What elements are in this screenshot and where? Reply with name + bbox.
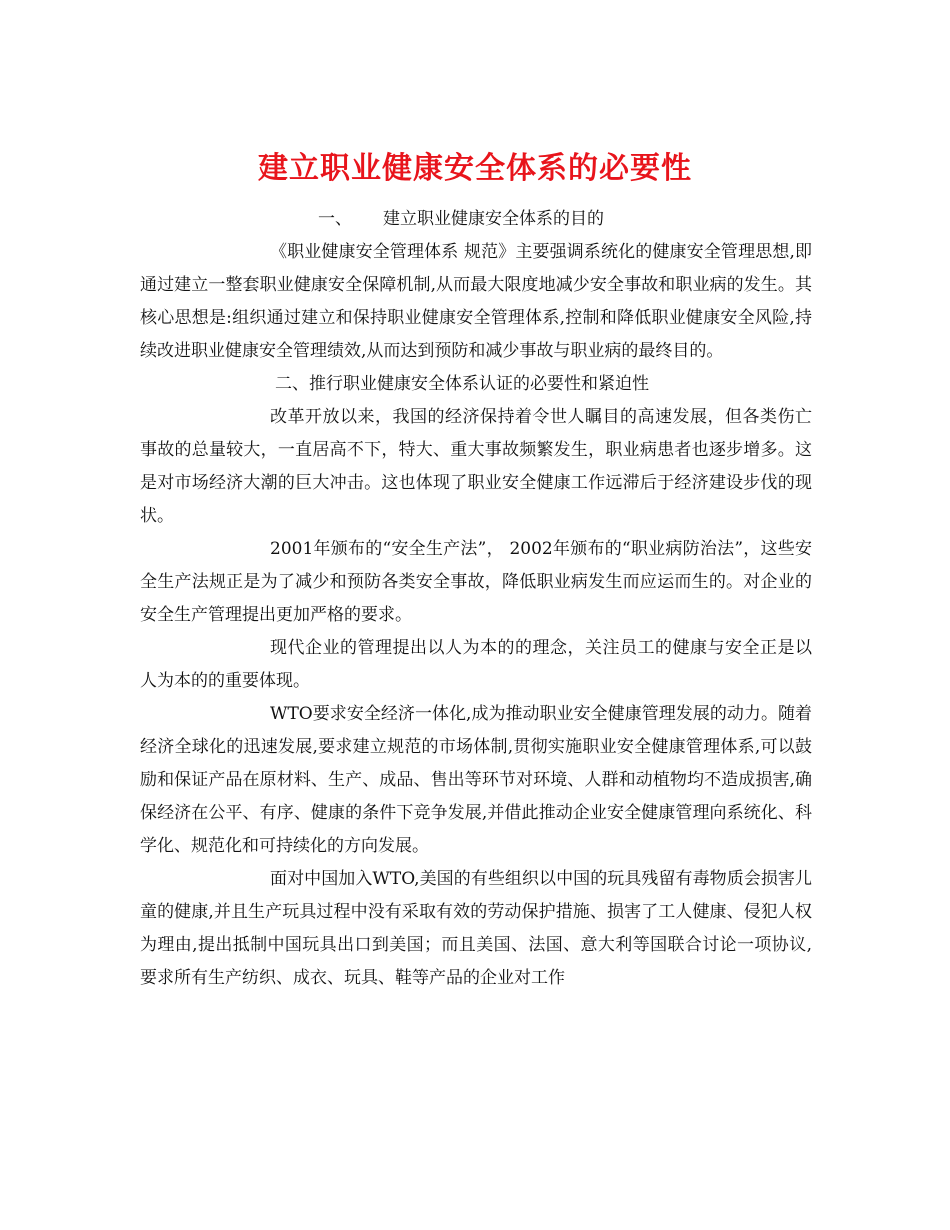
section-2-paragraph-3: 现代企业的管理提出以人为本的的理念，关注员工的健康与安全正是以人为本的的重要体现。 <box>140 638 812 691</box>
section-2-paragraph-2: 2001年颁布的“安全生产法”， 2002年颁布的“职业病防治法”，这些安全生产法规正是为了减少和预防各类安全事故，降低职业病发生而应运而生的。对企业的安全生产管理提出更加严格的要求。 <box>140 539 812 625</box>
section-1-heading <box>140 203 812 236</box>
section-2-paragraph-4: WTO要求安全经济一体化,成为推动职业安全健康管理发展的动力。随着经济全球化的迅速发展,要求建立规范的市场体制,贯彻实施职业安全健康管理体系,可以鼓励和保证产品在原材料、生产、成品、售出等环节对环境、人群和动植物均不造成损害,确保经济在公平、有序、健康的条件下竞争发展,并借此推动企业安全健康管理向系统化、科学化、规范化和可持续化的方向发展。 <box>140 704 812 856</box>
document-body <box>140 203 812 995</box>
section-2-heading: 二、推行职业健康安全体系认证的必要性和紧迫性 <box>275 374 649 394</box>
section-1-number: 一、 <box>318 209 352 229</box>
section-1-paragraph: 《职业健康安全管理体系 规范》主要强调系统化的健康安全管理思想,即通过建立一整套职业健康安全保障机制,从而最大限度地减少安全事故和职业病的发生。其核心思想是:组织通过建立和保持职业健康安全管理体系,控制和降低职业健康安全风险,持续改进职业健康安全管理绩效,从而达到预防和减少事故与职业病的最终目的。 <box>140 242 812 361</box>
section-2-paragraph-1: 改革开放以来，我国的经济保持着令世人瞩目的高速发展，但各类伤亡事故的总量较大，一直居高不下，特大、重大事故频繁发生，职业病患者也逐步增多。这是对市场经济大潮的巨大冲击。这也体现了职业安全健康工作远滞后于经济建设步伐的现状。 <box>140 407 812 526</box>
document-title: 建立职业健康安全体系的必要性 <box>258 151 692 187</box>
section-2-paragraph-5: 面对中国加入WTO,美国的有些组织以中国的玩具残留有毒物质会损害儿童的健康,并且生产玩具过程中没有采取有效的劳动保护措施、损害了工人健康、侵犯人权为理由,提出抵制中国玩具出口到美国；而且美国、法国、意大利等国联合讨论一项协议,要求所有生产纺织、成衣、玩具、鞋等产品的企业对工作 <box>140 869 812 988</box>
section-1-heading-text: 建立职业健康安全体系的目的 <box>383 209 604 229</box>
